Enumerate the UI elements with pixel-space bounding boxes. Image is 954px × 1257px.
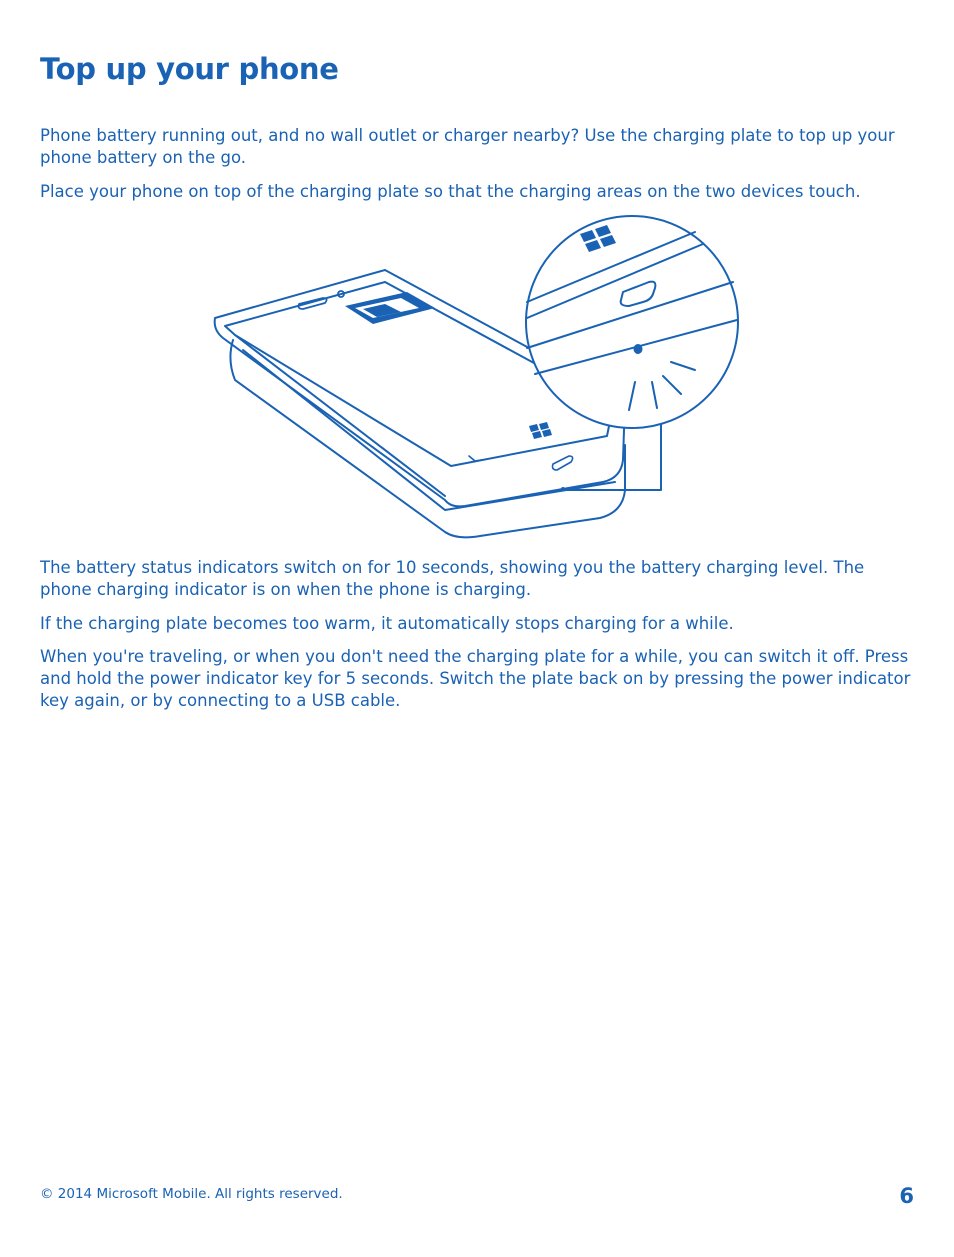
paragraph-intro: Phone battery running out, and no wall outlet or charger nearby? Use the charging plate to top up your phone battery on the go. xyxy=(40,126,895,167)
phone-back-key xyxy=(469,456,481,461)
page-number: 6 xyxy=(899,1184,914,1208)
charging-plate-illustration xyxy=(205,210,750,545)
magnifier-inset xyxy=(526,216,738,428)
paragraph-overheat: If the charging plate becomes too warm, it automatically stops charging for a while. xyxy=(40,614,734,633)
paragraph-placement: Place your phone on top of the charging plate so that the charging areas on the two devices touch. xyxy=(40,182,861,201)
power-indicator-dot xyxy=(561,487,565,491)
charging-area-icon xyxy=(345,292,435,324)
phone-start-key xyxy=(529,422,552,439)
footer-copyright: © 2014 Microsoft Mobile. All rights reserved. xyxy=(40,1186,343,1202)
page-title: Top up your phone xyxy=(40,52,339,86)
callout-connector xyxy=(567,425,661,490)
paragraph-switch-off: When you're traveling, or when you don't need the charging plate for a while, you can switch it off. Press and hold the power indicator key for 5 seconds. Switch the plate back on by pressing the power indicator key again, or by connecting to a USB cable. xyxy=(40,647,911,710)
phone-usb-port xyxy=(553,456,573,470)
paragraph-status-indicators: The battery status indicators switch on for 10 seconds, showing you the battery charging level. The phone charging indicator is on when the phone is charging. xyxy=(40,558,865,599)
